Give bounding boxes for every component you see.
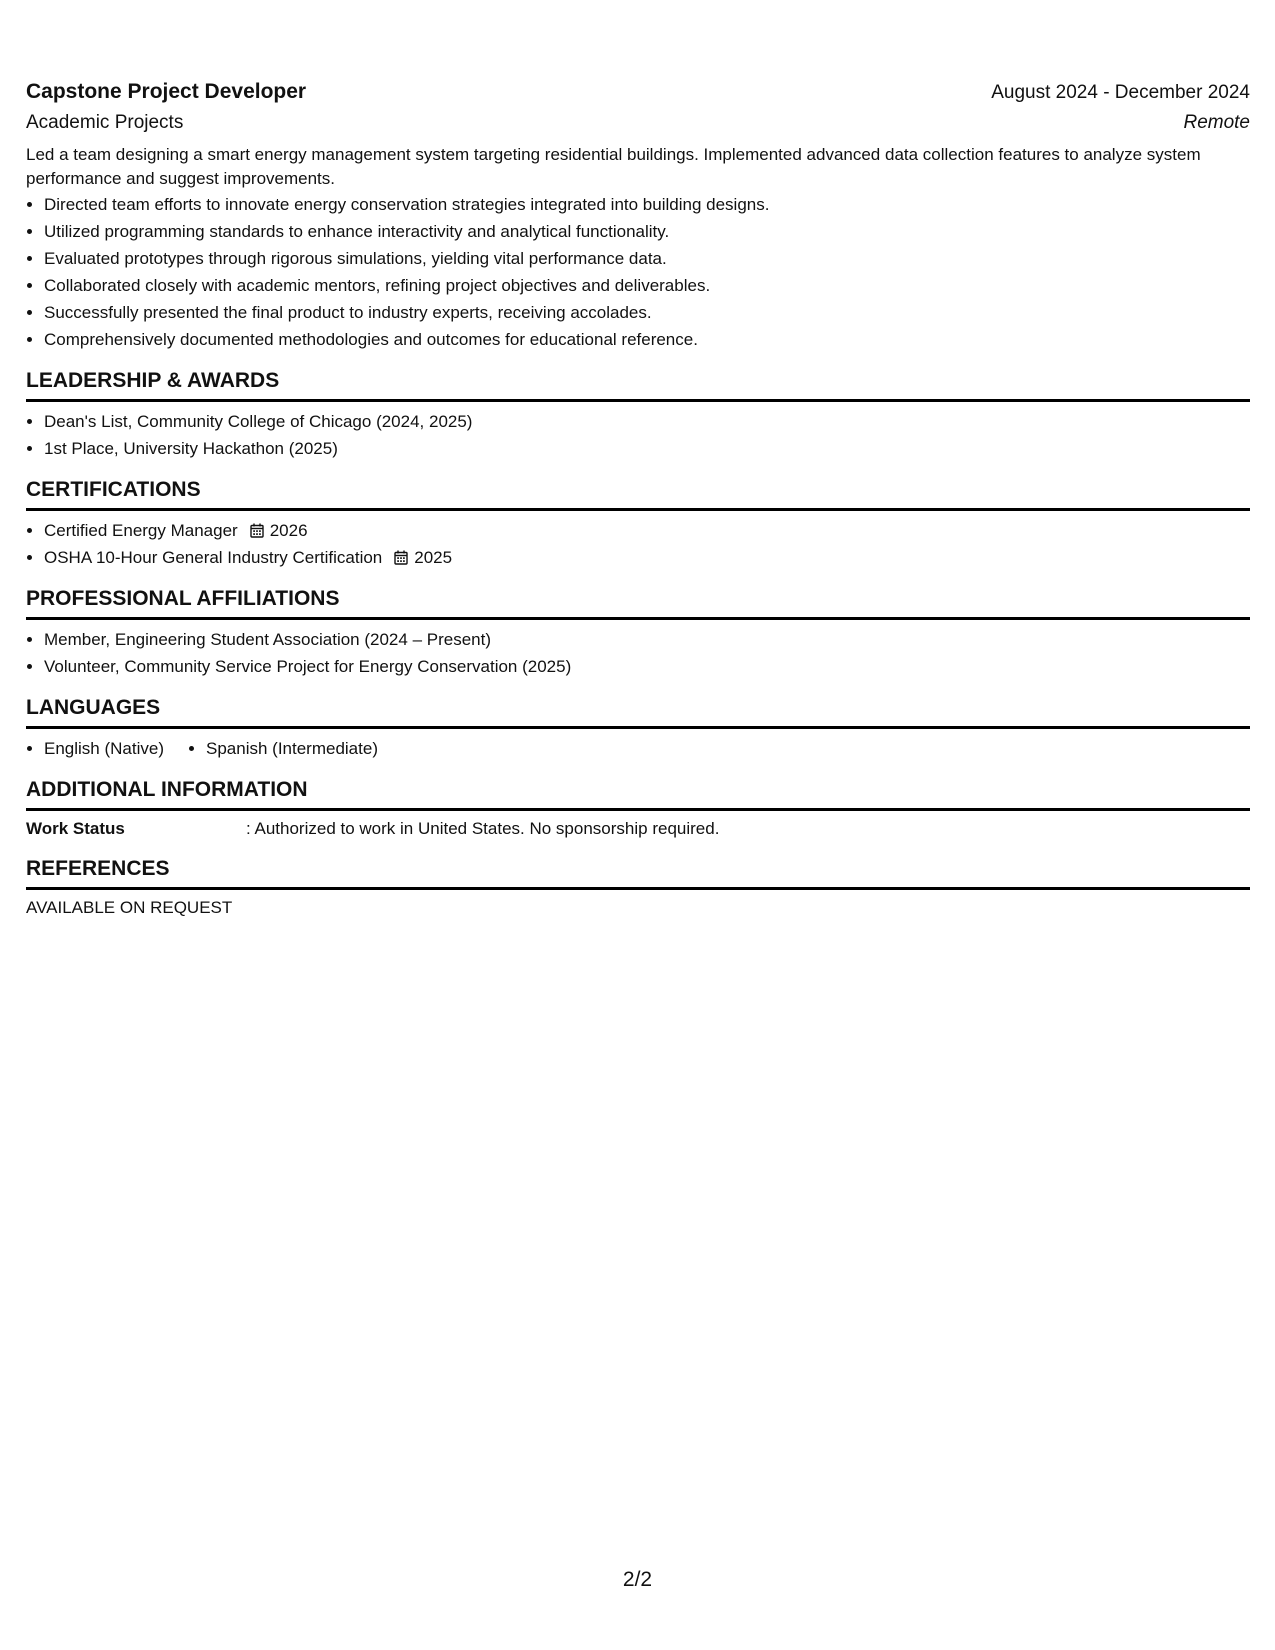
work-status-value: : Authorized to work in United States. No sponsorship required. [246, 819, 720, 838]
list-item: • Collaborated closely with academic mentors, refining project objectives and deliverables. [44, 272, 1250, 299]
references-section [26, 855, 1250, 920]
job-bullets [26, 191, 1250, 353]
list-item [44, 544, 1250, 571]
section-title: LEADERSHIP & AWARDS [26, 367, 1250, 402]
list-item: • 1st Place, University Hackathon (2025) [44, 435, 1250, 462]
list-item: • Evaluated prototypes through rigorous simulations, yielding vital performance data. [44, 245, 1250, 272]
list-item [44, 517, 1250, 544]
certification-name: Certified Energy Manager [44, 521, 238, 540]
resume-page [26, 78, 1250, 920]
certification-year: 2026 [269, 521, 308, 540]
certifications-section [26, 476, 1250, 571]
list-item: • Successfully presented the final product to industry experts, receiving accolades. [44, 299, 1250, 326]
languages-list [26, 735, 1250, 762]
list-item: • Utilized programming standards to enhance interactivity and analytical functionality. [44, 218, 1250, 245]
job-organization: Academic Projects [26, 112, 184, 133]
list-item: • Member, Engineering Student Association (2024 – Present) [44, 626, 1250, 653]
list-item: • Volunteer, Community Service Project for Energy Conservation (2025) [44, 653, 1250, 680]
certifications-list [26, 517, 1250, 571]
job-subheader [26, 110, 1250, 136]
job-dates: August 2024 - December 2024 [991, 82, 1250, 103]
list-item: • Spanish (Intermediate) [206, 735, 378, 762]
leadership-section [26, 367, 1250, 462]
section-title: REFERENCES [26, 855, 1250, 890]
section-title: CERTIFICATIONS [26, 476, 1250, 511]
section-title: PROFESSIONAL AFFILIATIONS [26, 585, 1250, 620]
experience-entry [26, 78, 1250, 353]
job-location: Remote [1183, 112, 1250, 133]
work-status-label: Work Status [26, 819, 125, 838]
job-summary: Led a team designing a smart energy management system targeting residential buildings. Implemented advanced data collection features to analyze system performance and suggest improvements. [26, 145, 1201, 188]
job-header [26, 78, 1250, 107]
section-title: ADDITIONAL INFORMATION [26, 776, 1250, 811]
list-item: • English (Native) [44, 735, 164, 762]
work-status-row [26, 817, 1250, 841]
list-item: • Dean's List, Community College of Chicago (2024, 2025) [44, 408, 1250, 435]
list-item: • Directed team efforts to innovate energy conservation strategies integrated into building designs. [44, 191, 1250, 218]
job-title: Capstone Project Developer [26, 80, 307, 103]
affiliations-list [26, 626, 1250, 680]
list-item: • Comprehensively documented methodologies and outcomes for educational reference. [44, 326, 1250, 353]
references-text: AVAILABLE ON REQUEST [26, 898, 233, 917]
page-number: 2/2 [622, 1568, 653, 1591]
additional-info-section [26, 776, 1250, 841]
calendar-icon [250, 523, 264, 538]
leadership-list [26, 408, 1250, 462]
certification-name: OSHA 10-Hour General Industry Certification [44, 548, 383, 567]
certification-year: 2025 [414, 548, 453, 567]
affiliations-section [26, 585, 1250, 680]
calendar-icon [394, 550, 408, 565]
section-title: LANGUAGES [26, 694, 1250, 729]
languages-section [26, 694, 1250, 762]
